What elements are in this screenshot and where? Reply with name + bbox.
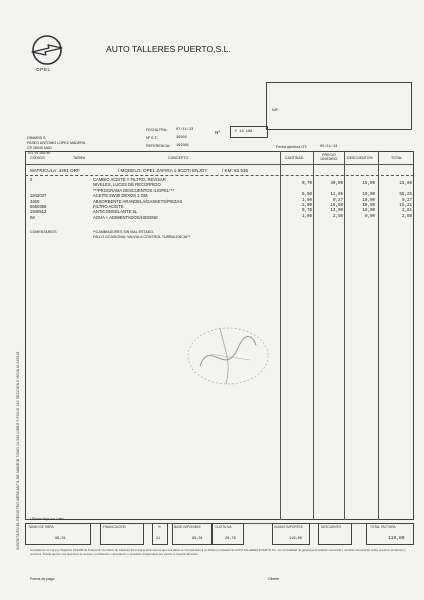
brand-name: OPEL (36, 67, 51, 72)
mano-obra-label: MANO DE OBRA (29, 525, 54, 529)
cell-codigo: 2 (30, 177, 33, 182)
cell-total: 2,50 (401, 214, 412, 219)
cell-precio: 0,27 (332, 198, 343, 203)
fecha-fra-value: 07/11/13 (176, 128, 194, 132)
cell-precio: 13,00 (330, 209, 343, 214)
cell-precio: 40,00 (330, 182, 343, 187)
cell-codigo: 1940512 (30, 209, 47, 215)
descuento-total-label: DESCUENTO (321, 525, 341, 529)
cell-concepto: AGUA + ADIMENTADOS/HIGIENE (93, 214, 158, 220)
comentarios-label: COMENTARIOS (30, 230, 57, 234)
cuota-value: 20,79 (225, 537, 236, 541)
cell-total: 55,25 (399, 193, 412, 198)
cell-concepto: FILTRO ACEITE (93, 204, 124, 209)
col-total-header: TOTAL (391, 156, 403, 160)
cell-total: 23,80 (399, 182, 412, 187)
col-descuento-header: DESCUENTO% (347, 156, 373, 160)
cell-concepto: ABSORBENTE ARANDELA/GASKETS/PIEZAS (93, 198, 183, 204)
financiacion-label: FINANCIACION (103, 525, 126, 529)
sumas-value: 119,80 (289, 537, 302, 541)
base-value: 99,01 (192, 537, 203, 541)
nif-label: NIF: (272, 108, 279, 112)
mano-obra-value: 98,01 (55, 537, 66, 541)
client-line-4: TEL 91 555 xx (27, 151, 51, 155)
client-line-1: DIMARIS S. (27, 136, 47, 140)
iva-pct-value: 21 (156, 537, 161, 541)
modelo: / MODELO: OPEL ZAFIRA 1.9CDTI ENJOY (118, 168, 208, 173)
cell-cantidad: 0,70 (301, 182, 312, 187)
col-concepto-header: CONCEPTO (168, 156, 189, 160)
cell-concepto: NIVELES, LUCES DE RECORRIDO (93, 182, 161, 188)
fecha-apertura-label: Fecha apertura OT: (276, 145, 307, 149)
client-address-box (266, 82, 412, 130)
cell-precio: 2,50 (332, 214, 343, 219)
total-factura-value: 119,80 (388, 536, 405, 541)
total-factura-label: TOTAL FACTURA (370, 525, 396, 529)
col-cantidad-header: CANTIDAD (285, 156, 304, 160)
signature-stamp (180, 318, 276, 394)
cell-descuento: 0,00 (364, 214, 375, 219)
fecha-apertura-value: 05/11/13 (320, 145, 338, 149)
cell-descuento: 10,00 (362, 198, 375, 203)
table-row (0, 215, 424, 221)
invoice-number: F 13 188 (235, 130, 253, 134)
cell-concepto: ANTICONGELANTE 5L (93, 209, 138, 215)
col-tarifa-header: TARIFA (73, 156, 86, 160)
cell-concepto: CAMBIO ACEITE Y FILTRO, REVISAR (93, 177, 166, 182)
kilometraje: / KM: 83.536 (222, 168, 249, 173)
cliente-label: Cliente (268, 577, 280, 581)
cell-cantidad: 1,00 (301, 204, 312, 208)
cell-codigo: 1942037 (30, 193, 47, 199)
cell-precio: 11,05 (330, 193, 343, 198)
cuota-label: CUOTA IVA (215, 525, 232, 529)
cell-codigo: 3400 (30, 198, 40, 204)
register-text: INSCRITA EN EL REGISTRO MERCANTIL DE MADRID TOMO 14.506 LIBRO 0 FOLIO 162 SECCION 8 HOJA M-240516 (16, 351, 20, 550)
comment-line-2: FALLO OCASIONAL VALVULA CONTROL TURBULENCIA** (93, 235, 190, 239)
cell-concepto: ***PROGRAMA DESCUENTOS ILIOPEL*** (93, 187, 175, 193)
client-line-2: PASEO ANTONIO LOPEZ MADERA (27, 141, 86, 145)
col-codigo-header: CÓDIGO (30, 156, 45, 160)
cell-precio: 16,90 (330, 204, 343, 208)
cell-codigo: IM (30, 214, 35, 220)
legal-footer: Cumpliendo con la Ley Orgánica 15/1999 de Protección de Datos de Carácter Personal le informamos que sus datos se incorporarán a un fichero propiedad de AUTO TALLERES PUERTO S.L. con la finalidad de gestionar la relación comercial y remitirle información sobre nuestros productos y servicios. Puede ejercer sus derechos de acceso, rectificación, cancelación y oposición dirigiéndose por escrito a nuestra dirección. (30, 548, 406, 556)
cell-total: 0,27 (401, 198, 412, 203)
comment-line-1: **CAMBIADORES SIN MAL ESTADO, (93, 230, 155, 234)
base-label: BASE IMPONIBLE (174, 525, 201, 529)
cell-descuento: 10,00 (362, 193, 375, 198)
sumas-label: SUMAS IMPORTES (274, 525, 303, 529)
forma-pago-label: Forma de pago: (30, 577, 56, 581)
cell-total: 15,21 (399, 204, 412, 208)
col-precio-header: PRECIO UNITARIO (320, 153, 338, 161)
header-divider (25, 164, 414, 165)
cell-descuento: 15,00 (362, 182, 375, 187)
cell-descuento: 10,00 (362, 209, 375, 214)
cell-codigo: 5650359 (30, 204, 47, 209)
fecha-fra-label: FECHA FRA.: (146, 128, 169, 132)
cell-cantidad: 0,70 (301, 209, 312, 214)
company-name: AUTO TALLERES PUERTO,S.L. (106, 44, 231, 54)
ngt-value: 39002 (176, 136, 187, 140)
matricula-divider (25, 175, 414, 176)
cell-cantidad: 5,00 (301, 193, 312, 198)
cell-concepto: ACEITE 5W30 DEXOS 2 GM (93, 193, 148, 199)
cell-total: 2,61 (401, 209, 412, 214)
piezas-note: * Piezas Hoja con Lotes (30, 517, 64, 521)
cell-descuento: 10,00 (362, 204, 375, 208)
iva-pct-label: % (158, 525, 161, 529)
referencia-label: REFERENCIA: (146, 144, 171, 148)
ngt-label: Nº G.T.: (146, 136, 159, 140)
invoice-number-label: Nº (215, 130, 220, 135)
cell-cantidad: 1,00 (301, 214, 312, 219)
cell-cantidad: 1,00 (301, 198, 312, 203)
referencia-value: 199301 (176, 144, 189, 148)
client-line-3: CP 28045 MAD (27, 146, 52, 150)
matricula: MATRICULA: 4491 DRF (30, 168, 80, 173)
